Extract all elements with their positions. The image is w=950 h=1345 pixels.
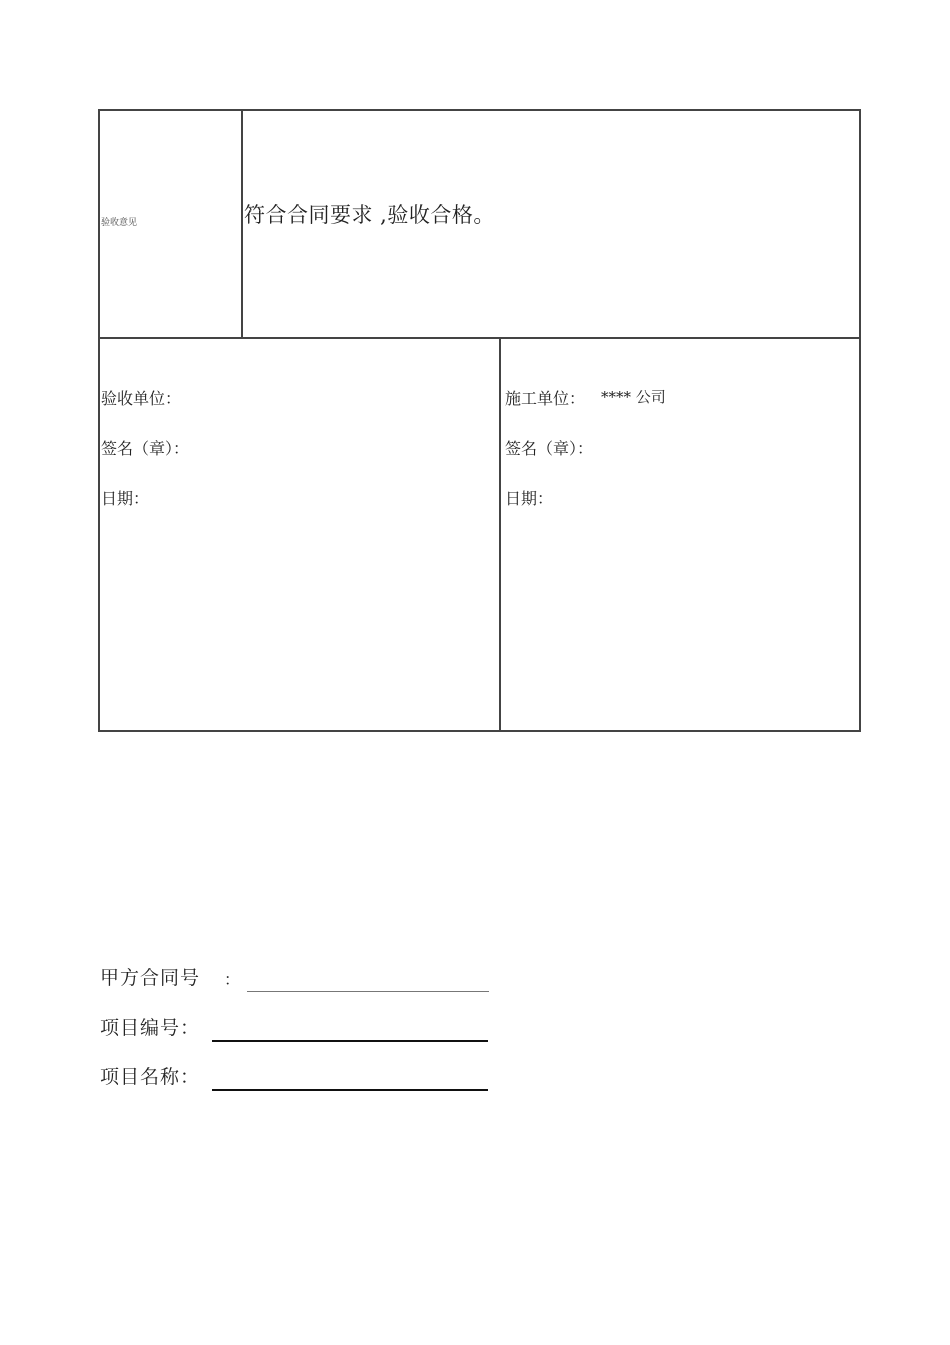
project-name-label: 项目名称：: [100, 1066, 201, 1088]
acceptance-signature-label: 签名（章）：: [101, 439, 190, 458]
project-number-label: 项目编号：: [100, 1017, 201, 1039]
construction-date-label: 日期：: [505, 489, 554, 508]
opinion-label-cell: [100, 111, 243, 337]
construction-unit-label: 施工单位：: [505, 389, 586, 408]
construction-company-name: **** 公司: [601, 388, 666, 406]
signature-column-divider: [499, 339, 501, 730]
contract-number-colon: ：: [224, 970, 241, 989]
contract-number-line: [247, 991, 489, 992]
opinion-text: 符合合同要求 ,验收合格。: [244, 203, 495, 227]
construction-signature-label: 签名（章）：: [505, 439, 594, 458]
acceptance-date-label: 日期：: [101, 489, 150, 508]
signature-table: [98, 337, 861, 732]
opinion-label: 验收意见: [101, 218, 138, 228]
acceptance-opinion-table: [98, 109, 861, 339]
project-number-line: [212, 1040, 488, 1042]
acceptance-unit-label: 验收单位：: [101, 389, 182, 408]
contract-number-label: 甲方合同号: [100, 967, 201, 989]
project-name-line: [212, 1089, 488, 1091]
